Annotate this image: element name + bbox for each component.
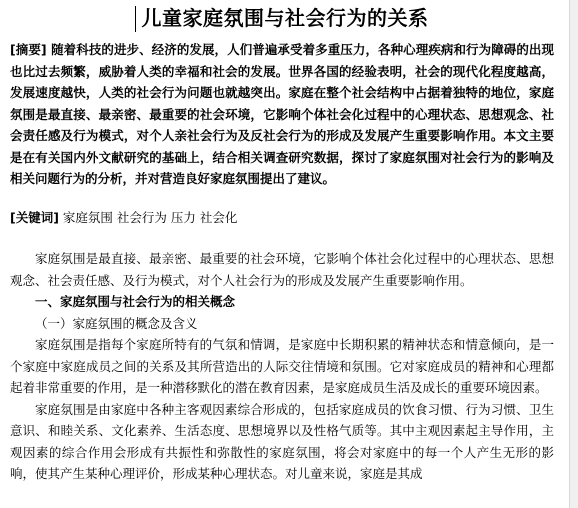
factors-paragraph: 家庭氛围是由家庭中各种主客观因素综合形成的，包括家庭成员的饮食习惯、行为习惯、卫生意识、和睦关系、文化素养、生活态度、思想境界以及性格气质等。其中主观因素起主导作用，主观因素的综合作用会形成有共振性和弥散性的家庭氛围，将会对家庭中的每一个人产生无形的影响，使其产生某种心理评价，形成某种心理状态。对儿童来说，家庭是其成 [10,401,554,481]
section-heading: 一、家庭氛围与社会行为的相关概念 [35,294,236,309]
abstract-label: [摘要] [10,42,47,57]
keywords-label: [关键词] [10,210,59,225]
abstract-block [10,39,554,190]
intro-paragraph: 家庭氛围是最直接、最亲密、最重要的社会环境，它影响个体社会化过程中的心理状态、思想观念、社会责任感、及行为模式，对个人社会行为的形成及发展产生重要影响作用。 [10,251,554,288]
family-atmosphere-paragraph: 家庭氛围是指每个家庭所特有的气氛和情调，是家庭中长期积累的精神状态和情意倾向，是一个家庭中家庭成员之间的关系及其所营造出的人际交往情境和氛围。它对家庭成员的精神和心理都起着非常重要的作用，是一种潜移默化的潜在教育因素，是家庭成员生活及成长的重要环境因素。 [10,337,554,395]
document-title: 儿童家庭氛围与社会行为的关系 [141,6,429,30]
vertical-scrollbar[interactable] [569,0,578,508]
keywords-text: 家庭氛围 社会行为 压力 社会化 [62,210,238,225]
body-section [10,248,554,485]
keywords-line [10,209,554,227]
subsection-heading: （一）家庭氛围的概念及含义 [35,315,198,331]
abstract-text: 随着科技的进步、经济的发展，人们普遍承受着多重压力，各种心理疾病和行为障碍的出现也比过去频繁，威胁着人类的幸福和社会的发展。世界各国的经验表明，社会的现代化程度越高，发展速度越快，人类的社会行为问题也就越突出。家庭在整个社会结构中占据着独特的地位，家庭氛围是最直接、最亲密、最重要的社会环境，它影响个体社会化过程中的心理状态、思想观念、社会责任感及行为模式，对个人亲社会行为及反社会行为的形成及发展产生重要影响作用。本文主要是在有关国内外文献研究的基础上，结合相关调查研究数据，探讨了家庭氛围对社会行为的影响及相关问题行为的分析，并对营造良好家庭氛围提出了建议。 [10,42,554,186]
